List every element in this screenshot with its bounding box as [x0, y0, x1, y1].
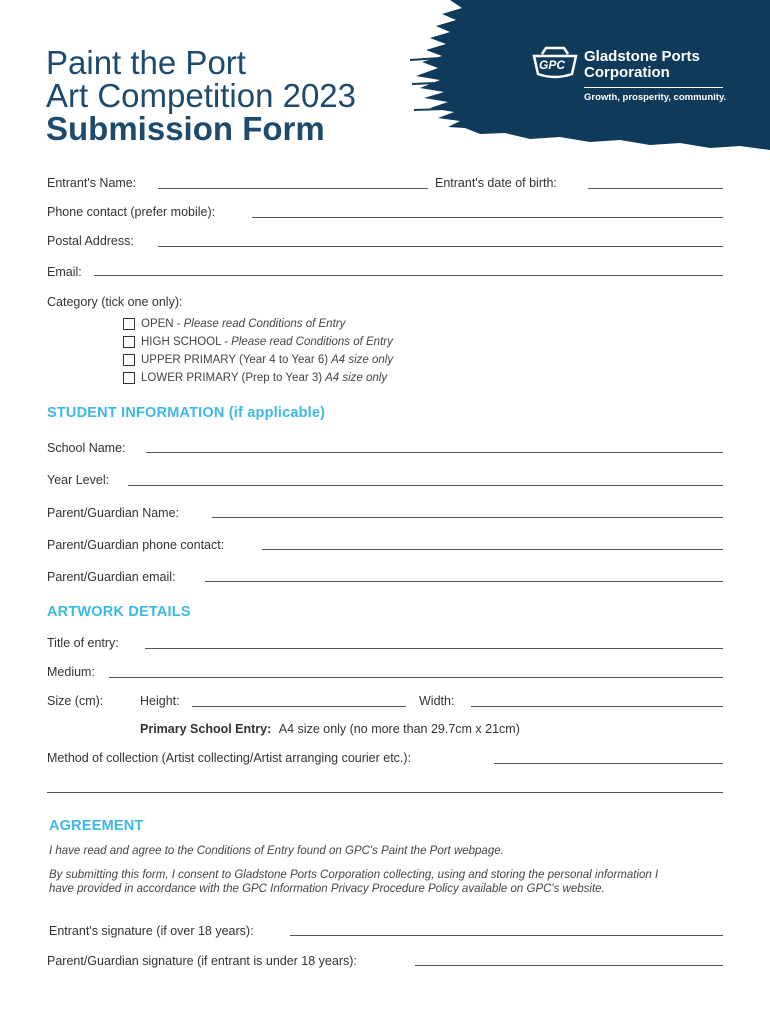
primary-entry-label: Primary School Entry:: [140, 722, 272, 736]
entrant-signature-field[interactable]: [290, 935, 723, 936]
postal-address-label: Postal Address:: [47, 234, 134, 248]
category-option-open[interactable]: [123, 318, 345, 330]
guardian-name-label: Parent/Guardian Name:: [47, 506, 180, 520]
year-level-label: Year Level:: [47, 473, 110, 487]
category-option-upper-primary[interactable]: [123, 354, 393, 366]
phone-label: Phone contact (prefer mobile):: [47, 205, 216, 219]
category-option-note: A4 size only: [325, 372, 388, 384]
guardian-phone-field[interactable]: [262, 549, 723, 550]
entrant-signature-label: Entrant's signature (if over 18 years):: [49, 924, 254, 938]
category-option-high-school[interactable]: [123, 336, 393, 348]
category-option-label: UPPER PRIMARY (Year 4 to Year 6): [141, 354, 329, 366]
checkbox[interactable]: [123, 336, 135, 348]
category-option-lower-primary[interactable]: [123, 372, 387, 384]
category-option-label: OPEN -: [141, 318, 181, 330]
student-info-heading: STUDENT INFORMATION (if applicable): [47, 405, 326, 421]
height-field[interactable]: [192, 706, 406, 707]
page-title-line1: Paint the Port: [46, 44, 246, 81]
guardian-email-label: Parent/Guardian email:: [47, 570, 176, 584]
entry-title-label: Title of entry:: [47, 636, 119, 650]
entry-title-field[interactable]: [145, 648, 723, 649]
entrant-dob-field[interactable]: [588, 188, 723, 189]
year-level-field[interactable]: [128, 485, 723, 486]
brand-name-line2: Corporation: [584, 64, 670, 81]
category-option-label: LOWER PRIMARY (Prep to Year 3): [141, 372, 323, 384]
entrant-name-field[interactable]: [158, 188, 428, 189]
entrant-name-label: Entrant's Name:: [47, 176, 137, 190]
page-title-line3: Submission Form: [46, 110, 325, 147]
brand-divider: [584, 87, 723, 88]
width-label: Width:: [419, 694, 455, 708]
entrant-dob-label: Entrant's date of birth:: [435, 176, 557, 190]
email-label: Email:: [47, 265, 82, 279]
category-option-note: A4 size only: [331, 354, 394, 366]
school-name-label: School Name:: [47, 441, 126, 455]
size-label: Size (cm):: [47, 694, 104, 708]
postal-address-field[interactable]: [158, 246, 723, 247]
artwork-details-heading: ARTWORK DETAILS: [47, 604, 191, 620]
category-option-label: HIGH SCHOOL -: [141, 336, 229, 348]
primary-entry-size: A4 size only (no more than 29.7cm x 21cm): [278, 722, 520, 736]
checkbox[interactable]: [123, 372, 135, 384]
brand-name-line1: Gladstone Ports: [584, 48, 700, 65]
privacy-consent-statement: By submitting this form, I consent to Gladstone Ports Corporation collecting, using and storing the personal information I have provided in accordance with the GPC Information Privacy Procedure Policy available on GPC's website.: [49, 869, 659, 895]
gpc-logo-text: GPC: [539, 58, 566, 72]
agreement-statement: I have read and agree to the Conditions of Entry found on GPC's Paint the Port webpage.: [49, 845, 504, 857]
brand-tagline: Growth, prosperity, community.: [584, 92, 727, 103]
agreement-heading: AGREEMENT: [49, 818, 144, 834]
collection-method-label: Method of collection (Artist collecting/Artist arranging courier etc.):: [47, 751, 412, 765]
category-option-note: Please read Conditions of Entry: [183, 318, 346, 330]
school-name-field[interactable]: [146, 452, 723, 453]
guardian-phone-label: Parent/Guardian phone contact:: [47, 538, 225, 552]
gpc-logo: [532, 46, 578, 80]
guardian-signature-field[interactable]: [415, 965, 723, 966]
guardian-email-field[interactable]: [205, 581, 723, 582]
page-title-line2: Art Competition 2023: [46, 77, 357, 114]
checkbox[interactable]: [123, 354, 135, 366]
brand-name: [584, 49, 700, 81]
height-label: Height:: [140, 694, 180, 708]
primary-entry-note: [140, 722, 520, 736]
collection-method-field-continued[interactable]: [47, 792, 723, 793]
width-field[interactable]: [471, 706, 723, 707]
category-label: Category (tick one only):: [47, 295, 183, 309]
email-field[interactable]: [94, 275, 723, 276]
phone-field[interactable]: [252, 217, 723, 218]
medium-field[interactable]: [109, 677, 723, 678]
collection-method-field[interactable]: [494, 763, 723, 764]
checkbox[interactable]: [123, 318, 135, 330]
medium-label: Medium:: [47, 665, 95, 679]
category-option-note: Please read Conditions of Entry: [231, 336, 393, 348]
guardian-signature-label: Parent/Guardian signature (if entrant is under 18 years):: [47, 954, 357, 968]
guardian-name-field[interactable]: [212, 517, 723, 518]
